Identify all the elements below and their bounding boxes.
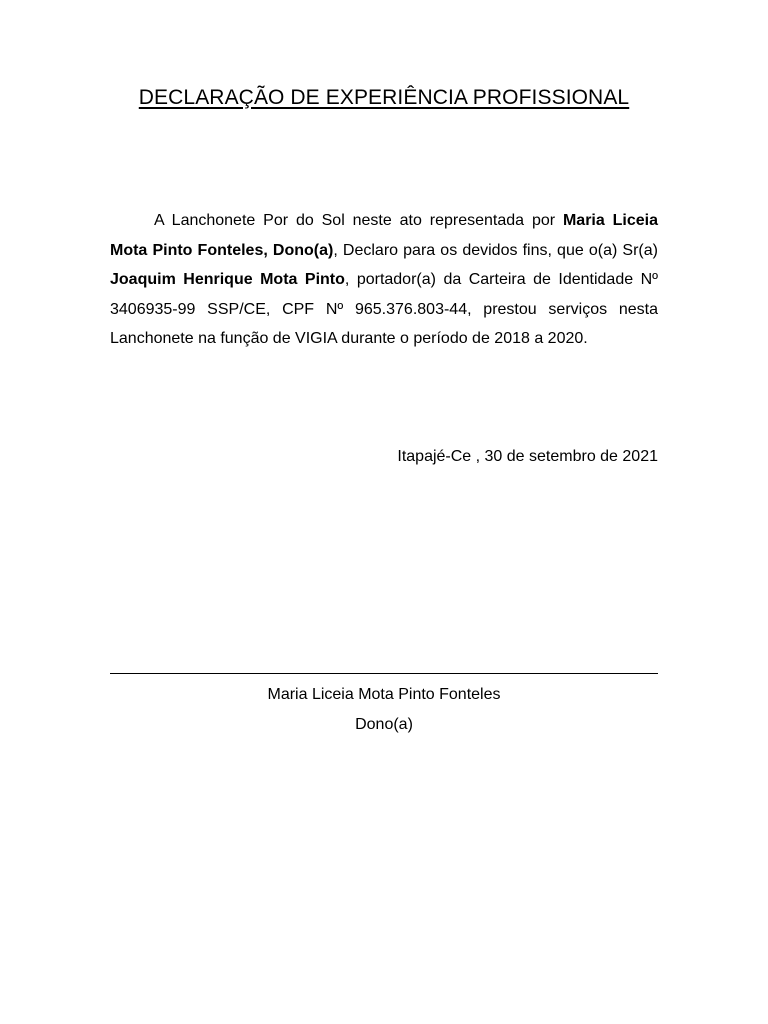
representative-name: Maria Liceia Mota Pinto Fonteles, Dono(a) bbox=[110, 212, 659, 259]
signature-line bbox=[110, 673, 658, 674]
signatory-role: Dono(a) bbox=[355, 716, 413, 733]
declaration-paragraph bbox=[110, 206, 658, 354]
paragraph-segment: , portador(a) da Carteira de Identidade Nº 3406935-99 SSP/CE, CPF Nº 965.376.803-44, prestou serviços nesta Lanchonete na função de VIGIA durante o período de 2018 a 2020. bbox=[110, 271, 658, 348]
signatory-name: Maria Liceia Mota Pinto Fonteles bbox=[267, 686, 501, 703]
paragraph-segment: A Lanchonete Por do Sol neste ato representada por bbox=[154, 212, 563, 229]
employee-name: Joaquim Henrique Mota Pinto bbox=[110, 271, 345, 289]
document-title: DECLARAÇÃO DE EXPERIÊNCIA PROFISSIONAL bbox=[138, 86, 630, 109]
paragraph-segment: , Declaro para os devidos fins, que o(a) Sr(a) bbox=[333, 241, 658, 259]
place-and-date: Itapajé-Ce , 30 de setembro de 2021 bbox=[397, 448, 658, 465]
